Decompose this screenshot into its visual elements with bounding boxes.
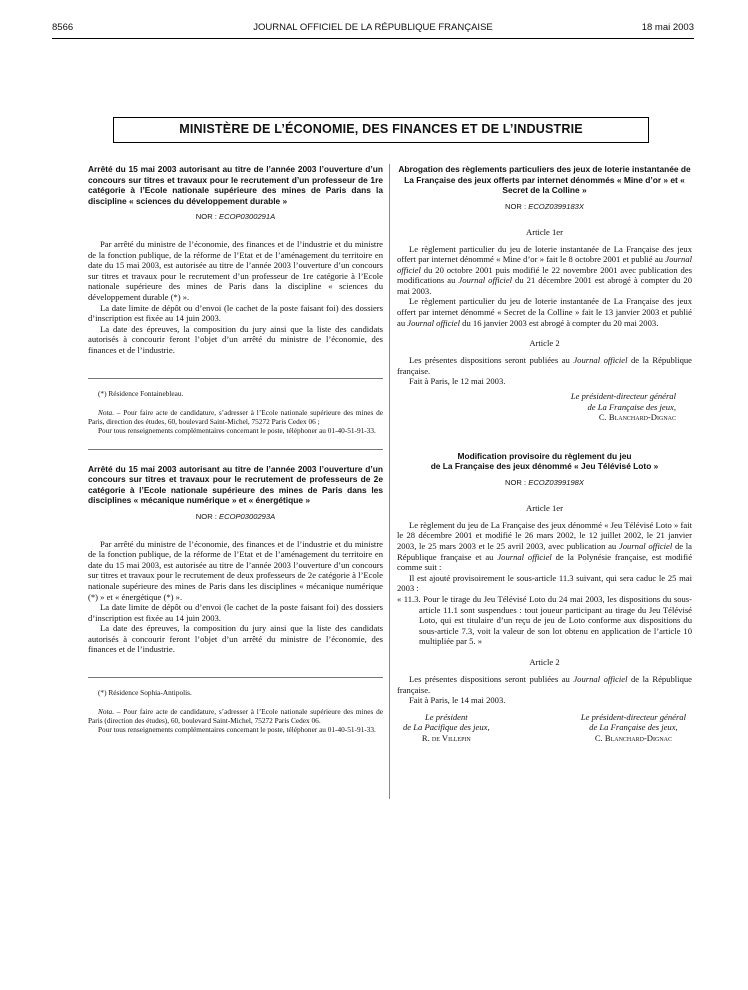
title-line: Modification provisoire du règlement du jeu	[457, 450, 632, 461]
text: de la République française et au	[397, 541, 692, 562]
journal-title: JOURNAL OFFICIEL DE LA RÉPUBLIQUE FRANÇAISE	[253, 22, 493, 33]
ministry-heading: MINISTÈRE DE L’ÉCONOMIE, DES FINANCES ET DE L’INDUSTRIE	[113, 117, 649, 143]
text: de la République française.	[397, 673, 692, 695]
nota-label: Nota.	[98, 707, 115, 717]
paragraph: La date des épreuves, la composition du jury ainsi que la liste des candidats autorisés à concourir feront l’objet d’un arrêté du ministre de l’économie, des finances et de l’industrie.	[88, 323, 383, 355]
article-heading: Article 2	[529, 656, 560, 667]
text: de la République française.	[397, 355, 692, 376]
nor-label: NOR :	[195, 511, 217, 521]
nor-reference	[397, 478, 692, 487]
signature	[397, 391, 692, 423]
nota	[88, 408, 383, 426]
text: Les présentes dispositions seront publiées au	[409, 673, 574, 684]
signatory-role: de La Pacifique des jeux,	[403, 722, 490, 733]
article-title: Arrêté du 15 mai 2003 autorisant au titre de l’année 2003 l’ouverture d’un concours sur titres et travaux pour le recrutement de professeurs de 2e catégorie à l’Ecole nationale supérieure des mines de Paris dans les disciplines « mécanique numérique » et « énergétique »	[88, 463, 383, 506]
text: de la Polynésie française, est modifié comme suit :	[397, 551, 693, 573]
signatory-name: C. Blanchard-Dignac	[598, 412, 676, 423]
page-header	[52, 22, 694, 36]
page-number: 8566	[52, 22, 74, 33]
journal-ref: Journal officiel	[573, 673, 628, 684]
nor-label: NOR :	[195, 212, 217, 221]
signatory-role: de La Française des jeux,	[589, 722, 678, 733]
signatures	[397, 712, 692, 744]
right-column	[397, 164, 692, 744]
nor-reference	[88, 212, 383, 221]
journal-ref: Journal officiel	[497, 551, 552, 562]
signatory-role: de La Française des jeux,	[587, 401, 676, 412]
column-divider	[389, 164, 390, 799]
contact-info: Pour tous renseignements complémentaires concernant le poste, téléphoner au 01-40-51-91-33.	[98, 425, 376, 435]
journal-ref: Journal officiel	[458, 275, 513, 286]
signature	[581, 712, 692, 744]
modification-jeu-televise-loto	[397, 451, 692, 744]
paragraph	[397, 674, 692, 695]
done-at: Fait à Paris, le 12 mai 2003.	[409, 376, 506, 387]
nor-reference	[88, 512, 383, 521]
paragraph: La date limite de dépôt ou d’envoi (le cachet de la poste faisant foi) des dossiers d’inscription est fixée au 14 juin 2003.	[88, 302, 383, 324]
nor-code: ECOP0300291A	[219, 212, 276, 221]
quoted-subarticle: « 11.3. Pour le tirage du Jeu Télévisé Loto du 24 mai 2003, les dispositions du sous-article 11.1 sont suspendues : tout joueur participant au tirage du Jeu Télévisé Loto, qui est titulaire d’un reçu de jeu de Loto conforme aux dispositions du sous-article 7.3, voit la valeur de son lot obtenu en application de l’article 10 multipliée par 5. »	[397, 593, 692, 647]
signature	[397, 712, 490, 744]
paragraph	[397, 520, 692, 573]
article-heading: Article 1er	[526, 226, 563, 237]
article-title: Arrêté du 15 mai 2003 autorisant au titre de l’année 2003 l’ouverture d’un concours sur titres et travaux pour le recrutement d’un professeur de 1re catégorie à l’Ecole nationale supérieure des mines de Paris dans la discipline « sciences du développement durable »	[88, 164, 383, 206]
nor-code: ECOP0300293A	[219, 511, 276, 521]
text: Les présentes dispositions seront publiées au	[409, 355, 574, 366]
paragraph: Par arrêté du ministre de l’économie, des finances et de l’industrie et du ministre de la fonction publique, de la réforme de l’Etat et de l’aménagement du territoire en date du 15 mai 2003, est autorisée au titre de l’année 2003 l’ouverture d’un concours sur titres et travaux pour le recrutement d’un professeur de 1re catégorie à l’Ecole nationale supérieure des mines de Paris dans la discipline « sciences du développement durable (*) ».	[88, 239, 383, 302]
footnote: (*) Résidence Fontainebleau.	[98, 388, 184, 398]
nor-label: NOR :	[505, 201, 527, 211]
nota-text: – Pour faire acte de candidature, s’adresser à l’Ecole nationale supérieure des mines de Paris (direction des études), 60, boulevard Saint-Michel, 75272 Paris Cedex 06.	[88, 707, 383, 726]
signatory-role: Le président-directeur général	[570, 391, 676, 402]
article-heading: Article 2	[529, 338, 560, 349]
signatory-name: R. de Villepin	[421, 732, 471, 743]
paragraph: Par arrêté du ministre de l’économie, des finances et de l’industrie et du ministre de la fonction publique, de la réforme de l’Etat et de l’aménagement du territoire en date du 15 mai 2003, est autorisée au titre de l’année 2003 l’ouverture d’un concours sur titres et travaux pour le recrutement de deux professeurs de 2e catégorie à l’Ecole nationale supérieure des mines de Paris dans les disciplines « mécanique numérique (*) » et « énergétique (*) ».	[88, 538, 383, 602]
paragraph	[397, 355, 692, 376]
nor-reference	[397, 202, 692, 211]
paragraph	[397, 244, 692, 297]
article-heading: Article 1er	[526, 502, 563, 513]
article-title: Abrogation des règlements particuliers des jeux de loterie instantanée de La Française des jeux offerts par internet dénommés « Mine d’or » et « Secret de la Colline »	[398, 164, 691, 195]
journal-ref: Journal officiel	[407, 317, 461, 328]
paragraph: La date limite de dépôt ou d’envoi (le cachet de la poste faisant foi) des dossiers d’inscription est fixée au 14 juin 2003.	[88, 602, 383, 623]
done-at: Fait à Paris, le 14 mai 2003.	[409, 695, 506, 706]
abrogation-loterie	[397, 164, 692, 423]
paragraph	[397, 296, 692, 328]
title-line: de La Française des jeux dénommé « Jeu Télévisé Loto »	[430, 461, 659, 472]
journal-ref: Journal officiel	[397, 254, 692, 275]
nor-label: NOR :	[505, 477, 527, 487]
nota	[88, 707, 383, 725]
nor-code: ECOZ0399198X	[528, 477, 584, 487]
header-rule	[52, 38, 694, 39]
signatory-name: C. Blanchard-Dignac	[594, 732, 672, 743]
text: du 20 octobre 2001 puis modifié le 22 novembre 2001 avec publication des modifications au	[397, 264, 692, 286]
nor-code: ECOZ0399183X	[528, 201, 584, 211]
paragraph: Il est ajouté provisoirement le sous-article 11.3 suivant, qui sera caduc le 25 mai 2003 :	[397, 572, 692, 594]
journal-ref: Journal officiel	[618, 541, 673, 551]
text: du 21 décembre 2001 est abrogé à compter du 20 mai 2003.	[397, 275, 693, 296]
text: Le règlement du jeu de La Française des jeux dénommé « Jeu Télévisé Loto » fait le 28 décembre 2001 et modifié le 26 mars 2002, le 12 juillet 2002, le 21 janvier 2003, le 25 mars 2003 et le 25 avril 2003, avec publication au	[397, 519, 692, 551]
decree-sciences-developpement-durable	[88, 164, 383, 435]
text: Le règlement particulier du jeu de loterie instantanée de La Française des jeux offert par internet dénommé « Mine d’or » fait le 8 octobre 2001 et publié au	[397, 243, 692, 265]
decree-mecanique-energetique	[88, 464, 383, 735]
text: du 16 janvier 2003 est abrogé à compter du 20 mai 2003.	[460, 317, 659, 328]
issue-date: 18 mai 2003	[641, 22, 694, 33]
signatory-role: Le président	[424, 711, 468, 722]
signatory-role: Le président-directeur général	[580, 711, 686, 722]
journal-ref: Journal officiel	[573, 355, 628, 366]
paragraph: La date des épreuves, la composition du jury ainsi que la liste des candidats autorisés à concourir feront l’objet d’un arrêté du ministre de l’économie, des finances et de l’industrie.	[88, 623, 383, 655]
footnote: (*) Résidence Sophia-Antipolis.	[98, 688, 192, 698]
nota-label: Nota.	[98, 407, 115, 417]
left-column	[88, 164, 383, 734]
text: Le règlement particulier du jeu de loterie instantanée de La Française des jeux offert par internet dénommé « Secret de la Colline » fait le 13 janvier 2003 et publié au	[397, 296, 692, 328]
nota-text: – Pour faire acte de candidature, s’adresser à l’Ecole nationale supérieure des mines de Paris, direction des études, 60, boulevard Saint-Michel, 75272 Paris Cedex 06 ;	[88, 407, 383, 426]
contact-info: Pour tous renseignements complémentaires concernant le poste, téléphoner au 01-40-51-91-33.	[98, 725, 376, 735]
article-title	[397, 451, 692, 472]
